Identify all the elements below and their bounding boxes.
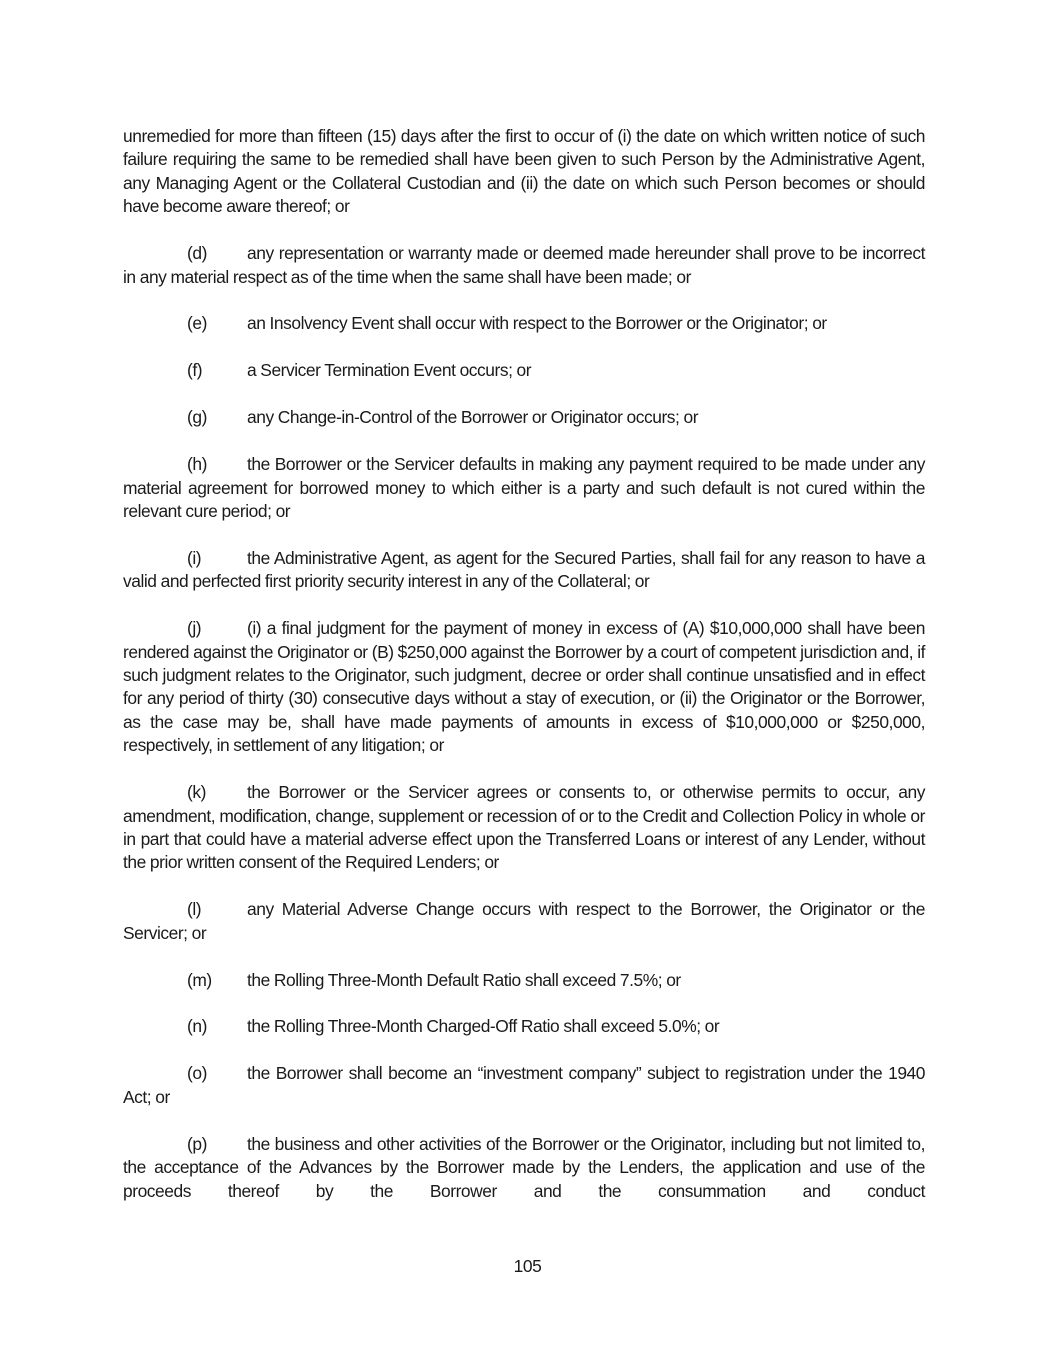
clause-marker: (o): [187, 1063, 207, 1084]
document-body: [123, 125, 925, 1203]
clause-o: [123, 1062, 925, 1109]
page-number: 105: [513, 1256, 542, 1276]
clause-marker: (i): [187, 547, 202, 568]
clause-marker: (g): [187, 407, 207, 428]
clause-text: an Insolvency Event shall occur with respect to the Borrower or the Originator; or: [247, 313, 827, 334]
clause-i: [123, 547, 925, 594]
clause-d: [123, 242, 925, 289]
clause-text: any Material Adverse Change occurs with respect to the Borrower, the Originator or the Servicer; or: [123, 899, 925, 943]
clause-marker: (n): [187, 1016, 207, 1037]
clause-marker: (m): [187, 969, 212, 990]
clause-marker: (d): [187, 243, 207, 264]
clause-text: a Servicer Termination Event occurs; or: [247, 360, 532, 381]
clause-l: [123, 898, 925, 945]
clause-text: (i) a final judgment for the payment of money in excess of (A) $10,000,000 shall have been rendered against the Originator or (B) $250,000 against the Borrower by a court of competent jurisdiction and, if such judgment relates to the Originator, such judgment, decree or order shall continue unsatisfied and in effect for any period of thirty (30) consecutive days without a stay of execution, or (ii) the Originator or the Borrower, as the case may be, shall have made payments of amounts in excess of $10,000,000 or $250,000, respectively, in settlement of any litigation; or: [123, 618, 925, 756]
clause-g: [123, 406, 925, 429]
clause-text: the Borrower shall become an “investment company” subject to registration under the 1940 Act; or: [123, 1063, 925, 1107]
clause-text: the Borrower or the Servicer defaults in making any payment required to be made under any material agreement for borrowed money to which either is a party and such default is not cured within the relevant cure period; or: [123, 454, 925, 521]
clause-n: [123, 1015, 925, 1038]
continuation-paragraph: unremedied for more than fifteen (15) days after the first to occur of (i) the date on which written notice of such failure requiring the same to be remedied shall have been given to such Person by the Administrative Agent, any Managing Agent or the Collateral Custodian and (ii) the date on which such Person becomes or should have become aware thereof; or: [123, 126, 925, 217]
clause-m: [123, 969, 925, 992]
clause-marker: (j): [187, 618, 202, 639]
clause-k: [123, 781, 925, 875]
clause-text: the business and other activities of the Borrower or the Originator, including but not limited to, the acceptance of the Advances by the Borrower made by the Lenders, the application and use of the proceeds thereof by the Borrower and the consummation and conduct: [123, 1133, 925, 1201]
clause-text: any Change-in-Control of the Borrower or Originator occurs; or: [247, 407, 699, 428]
clause-h: [123, 453, 925, 523]
clause-text: the Borrower or the Servicer agrees or consents to, or otherwise permits to occur, any amendment, modification, change, supplement or recession of or to the Credit and Collection Policy in whole or in part that could have a material adverse effect upon the Transferred Loans or interest of any Lender, without the prior written consent of the Required Lenders; or: [123, 782, 925, 873]
clause-text: the Rolling Three-Month Default Ratio shall exceed 7.5%; or: [247, 969, 681, 990]
clause-marker: (l): [187, 899, 202, 920]
clause-marker: (e): [187, 313, 207, 334]
clause-e: [123, 312, 925, 335]
clause-marker: (f): [187, 360, 203, 381]
clause-p: [123, 1133, 925, 1203]
clause-marker: (h): [187, 454, 207, 475]
clause-text: the Rolling Three-Month Charged-Off Ratio shall exceed 5.0%; or: [247, 1016, 720, 1037]
clause-text: the Administrative Agent, as agent for the Secured Parties, shall fail for any reason to have a valid and perfected first priority security interest in any of the Collateral; or: [123, 547, 925, 592]
clause-marker: (p): [187, 1133, 207, 1154]
clause-f: [123, 359, 925, 382]
clause-marker: (k): [187, 782, 206, 803]
clause-text: any representation or warranty made or deemed made hereunder shall prove to be incorrect in any material respect as of the time when the same shall have been made; or: [123, 243, 925, 287]
clause-j: [123, 617, 925, 757]
